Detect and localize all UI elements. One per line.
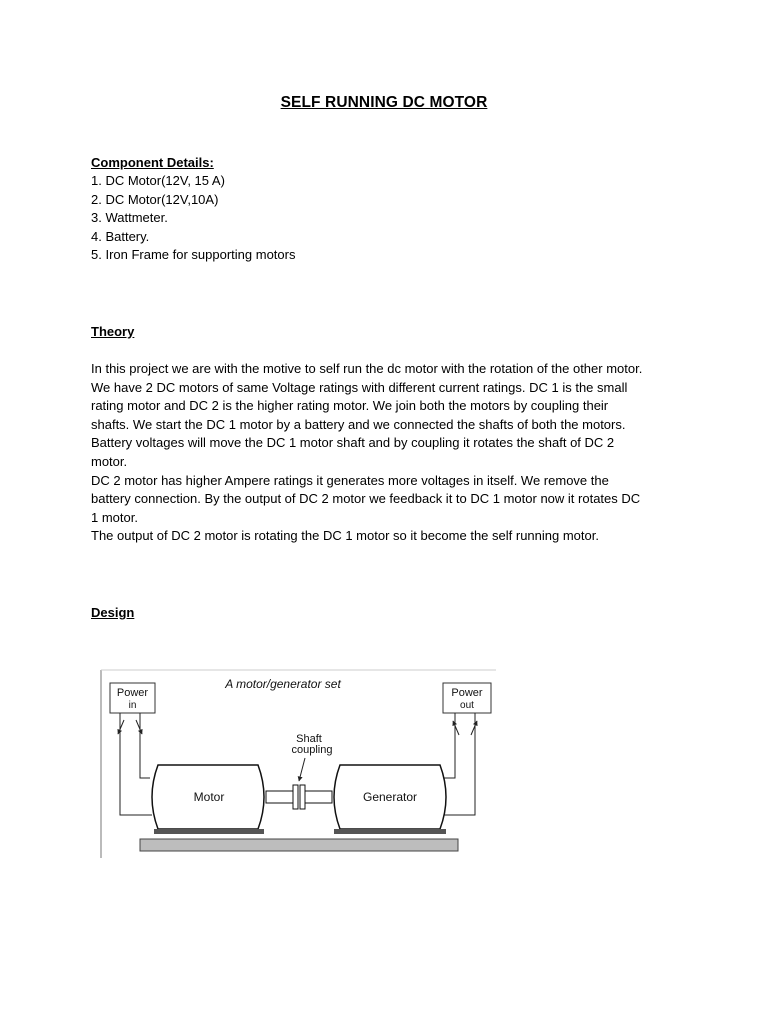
theory-line: We have 2 DC motors of same Voltage ratings with different current ratings. DC 1 is the small bbox=[91, 379, 628, 395]
theory-line: shafts. We start the DC 1 motor by a battery and we connected the shafts of both the motors. bbox=[91, 416, 626, 432]
power-out-arrow-right bbox=[471, 721, 477, 735]
power-out-arrow-left bbox=[453, 721, 459, 735]
power-in-wire-right bbox=[140, 713, 150, 778]
theory-line: battery connection. By the output of DC 2 motor we feedback it to DC 1 motor now it rotates DC bbox=[91, 491, 641, 507]
generator-shaft bbox=[304, 791, 332, 803]
design-heading: Design bbox=[91, 605, 135, 620]
power-in-arrow-right bbox=[136, 720, 142, 734]
motor-shaft bbox=[266, 791, 294, 803]
component-item: 1. DC Motor(12V, 15 A) bbox=[91, 173, 225, 188]
theory-line: motor. bbox=[91, 453, 128, 469]
power-in-arrow-left bbox=[118, 720, 124, 734]
component-item: 3. Wattmeter. bbox=[91, 210, 168, 226]
component-item: 5. Iron Frame for supporting motors bbox=[91, 247, 296, 263]
coupling-label: coupling bbox=[291, 744, 333, 756]
component-details-heading: Component Details: bbox=[91, 155, 214, 170]
theory-line: DC 2 motor has higher Ampere ratings it generates more voltages in itself. We remove the bbox=[91, 472, 609, 488]
base-plate bbox=[140, 839, 458, 851]
power-out-label: Power bbox=[451, 687, 483, 699]
motor-generator-diagram bbox=[98, 668, 498, 860]
theory-heading: Theory bbox=[91, 324, 135, 339]
power-in-label: Power bbox=[116, 687, 149, 699]
generator-label: Generator bbox=[362, 790, 418, 804]
coupling-right-flange bbox=[300, 785, 305, 809]
component-item: 2. DC Motor(12V,10A) bbox=[91, 191, 219, 207]
component-list bbox=[91, 172, 295, 265]
theory-paragraph bbox=[91, 360, 691, 546]
motor-foot bbox=[154, 829, 264, 834]
theory-line: rating motor and DC 2 is the higher rating motor. We join both the motors by coupling their bbox=[91, 398, 609, 414]
component-item: 4. Battery. bbox=[91, 228, 150, 244]
shaft-label: Shaft bbox=[296, 733, 322, 745]
theory-line: The output of DC 2 motor is rotating the DC 1 motor so it become the self running motor. bbox=[91, 528, 599, 544]
power-in-sublabel: in bbox=[128, 700, 137, 711]
theory-line: In this project we are with the motive to self run the dc motor with the rotation of the other motor. bbox=[91, 361, 643, 376]
coupling-arrow bbox=[299, 758, 305, 781]
motor-label: Motor bbox=[193, 790, 225, 804]
power-out-sublabel: out bbox=[460, 700, 474, 711]
power-in-wire-left bbox=[120, 713, 152, 815]
document-title: SELF RUNNING DC MOTOR bbox=[280, 94, 488, 111]
diagram-caption: A motor/generator set bbox=[225, 677, 341, 691]
coupling-left-flange bbox=[293, 785, 298, 809]
theory-line: Battery voltages will move the DC 1 motor shaft and by coupling it rotates the shaft of DC 2 bbox=[91, 435, 615, 451]
theory-line: 1 motor. bbox=[91, 509, 138, 525]
power-out-wire-right bbox=[443, 713, 475, 815]
generator-foot bbox=[334, 829, 446, 834]
